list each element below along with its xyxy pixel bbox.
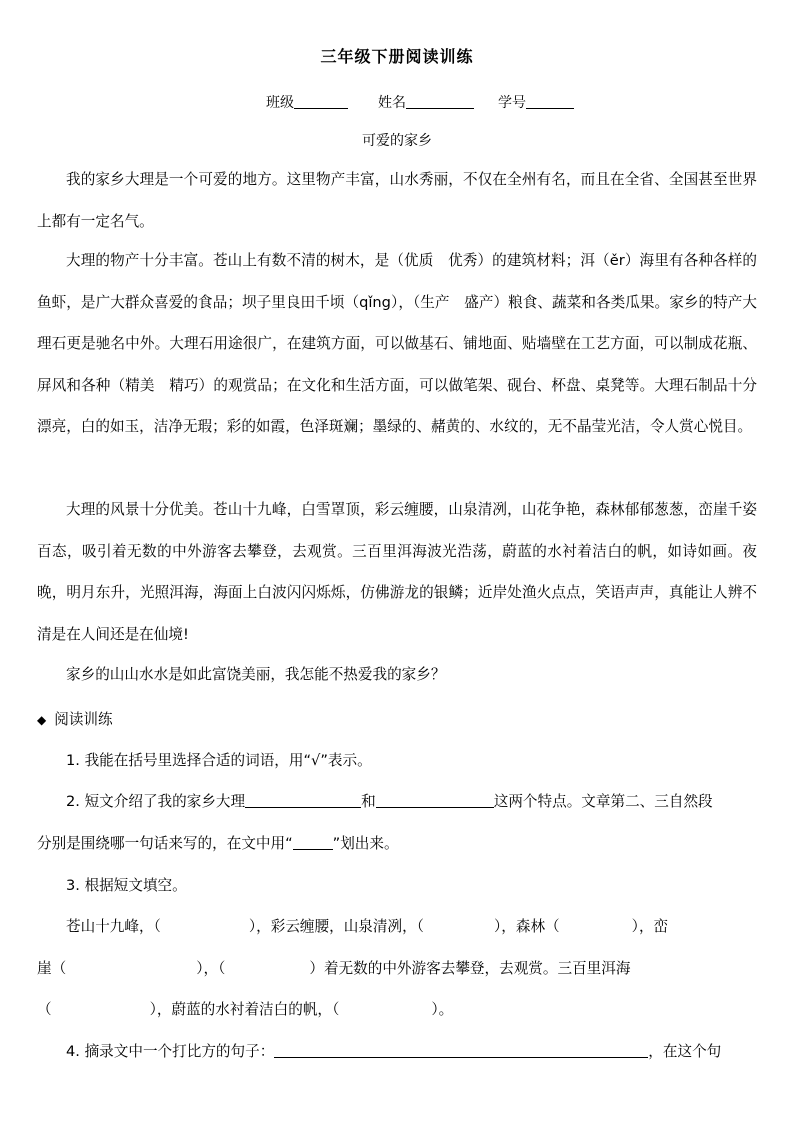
- class-blank[interactable]: [294, 94, 348, 109]
- q2-underline-sample: [293, 835, 333, 850]
- paragraph-1: 我的家乡大理是一个可爱的地方。这里物产丰富，山水秀丽，不仅在全州有名，而且在全省、全国甚至世界上都有一定名气。: [37, 171, 757, 230]
- class-label: 班级: [266, 95, 294, 111]
- q2-blank-2[interactable]: [376, 793, 494, 808]
- q2-blank-1[interactable]: [245, 793, 361, 808]
- section-heading: [37, 708, 757, 729]
- question-4-text-b: ，在这个句: [648, 1043, 722, 1060]
- diamond-bullet-icon: ◆: [37, 713, 47, 727]
- q3-line-2: [37, 957, 757, 978]
- name-field[interactable]: [378, 92, 474, 112]
- number-blank[interactable]: [526, 94, 574, 109]
- number-field[interactable]: [498, 92, 574, 112]
- number-label: 学号: [498, 95, 526, 111]
- q3-l1-d: ），峦: [631, 918, 669, 935]
- q3-l2-c: ）着无数的中外游客去攀登，去观赏。三百里洱海: [309, 960, 631, 977]
- question-3: 3. 根据短文填空。: [66, 877, 187, 894]
- q3-l2-a: 崖（: [37, 960, 67, 977]
- q3-l1-b: ），彩云缠腰，山泉清冽，（: [248, 918, 424, 935]
- paragraph-4: 家乡的山山水水是如此富饶美丽，我怎能不热爱我的家乡？: [66, 666, 446, 683]
- question-1: 1. 我能在括号里选择合适的词语，用“√”表示。: [66, 752, 372, 769]
- q3-l3-b: ），蔚蓝的水衬着洁白的帆，（: [149, 1001, 340, 1018]
- question-2-text-a: 2. 短文介绍了我的家乡大理: [66, 793, 246, 810]
- question-2-text-b: 这两个特点。文章第二、三自然段: [493, 793, 713, 810]
- class-field[interactable]: [266, 92, 348, 112]
- question-2: [66, 790, 786, 811]
- question-2-and: 和: [361, 793, 376, 810]
- question-4: [66, 1040, 756, 1061]
- name-label: 姓名: [378, 95, 406, 111]
- q3-line-1: [66, 915, 786, 936]
- paragraph-3: 大理的风景十分优美。苍山十九峰，白雪罩顶，彩云缠腰，山泉清冽，山花争艳，森林郁郁葱葱，峦崖千姿百态，吸引着无数的中外游客去攀登，去观赏。三百里洱海波光浩荡，蔚蓝的水衬着洁白的帆，如诗如画。夜晚，明月东升，光照洱海，海面上白波闪闪烁烁，仿佛游龙的银鳞；近岸处渔火点点，笑语声声，真能让人辨不清是在人间还是在仙境!: [37, 501, 757, 643]
- q3-l3-a: （: [37, 1001, 52, 1018]
- question-2-cont: [37, 832, 757, 853]
- question-2-text-d: ”划出来。: [332, 835, 399, 852]
- q3-l2-b: ），（: [196, 960, 226, 977]
- paragraph-2: 大理的物产十分丰富。苍山上有数不清的树木，是（优质 优秀）的建筑材料；洱（ěr）海里有各种各样的鱼虾，是广大群众喜爱的食品；坝子里良田千顷（qǐng），（生产 盛产）粮食、蔬菜和各类瓜果。家乡的特产大理石更是驰名中外。大理石用途很广，在建筑方面，可以做基石、铺地面、贴墙壁在工艺方面，可以制成花瓶、屏风和各种（精美 精巧）的观赏品；在文化和生活方面，可以做笔架、砚台、杯盘、桌凳等。大理石制品十分漂亮，白的如玉，洁净无瑕；彩的如霞，色泽斑斓；墨绿的、赭黄的、水纹的，无不晶莹光洁，令人赏心悦目。: [37, 252, 757, 435]
- q3-line-3: [37, 998, 757, 1019]
- q3-l1-c: ），森林（: [493, 918, 560, 935]
- worksheet-title: 三年级下册阅读训练: [320, 47, 474, 66]
- name-blank[interactable]: [406, 94, 474, 109]
- question-4-text-a: 4. 摘录文中一个打比方的句子：: [66, 1043, 275, 1060]
- q3-l3-c: ）。: [431, 1001, 454, 1018]
- q3-l1-a: 苍山十九峰，（: [66, 918, 161, 935]
- question-2-text-c: 分别是围绕哪一句话来写的，在文中用“: [37, 835, 293, 852]
- section-label: 阅读训练: [54, 711, 113, 728]
- passage-title: 可爱的家乡: [362, 133, 432, 149]
- q4-answer-blank[interactable]: [274, 1043, 648, 1058]
